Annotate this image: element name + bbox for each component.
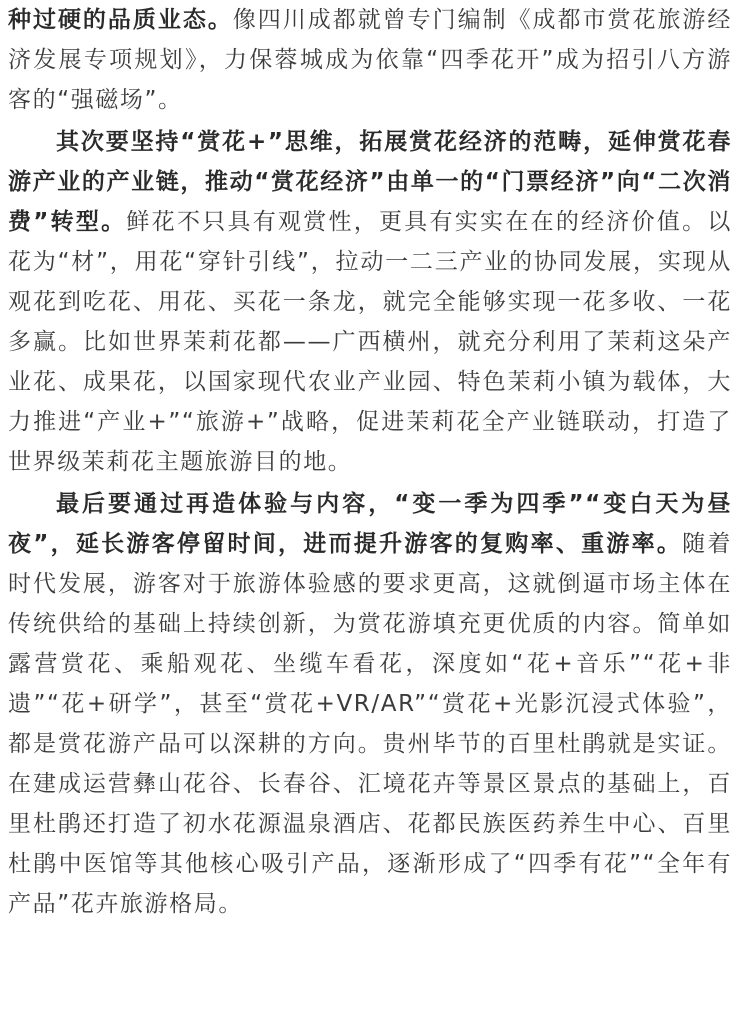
- paragraph-3-lead: 最后要通过再造体验与内容，“变一季为四季”“变白天为昼夜”，延长游客停留时间，进而提升游客的复购率、重游率。: [8, 491, 732, 557]
- paragraph-2: [8, 122, 732, 482]
- paragraph-3: [8, 484, 732, 924]
- article-body: [8, 0, 732, 924]
- paragraph-2-text: 鲜花不只具有观赏性，更具有实实在在的经济价值。以花为“材”，用花“穿针引线”，拉动一二三产业的协同发展，实现从观花到吃花、用花、买花一条龙，就完全能够实现一花多收、一花多赢。比如世界茉莉花都——广西横州，就充分利用了茉莉这朵产业花、成果花，以国家现代农业产业园、特色茉莉小镇为载体，大力推进“产业+”“旅游+”战略，促进茉莉花全产业链联动，打造了世界级茉莉花主题旅游目的地。: [8, 209, 732, 475]
- paragraph-1-lead: 种过硬的品质业态。: [8, 7, 233, 33]
- paragraph-2-lead: 其次要坚持“赏花+”思维，拓展赏花经济的范畴，延伸赏花春游产业的产业链，推动“赏花经济”由单一的“门票经济”向“二次消费”转型。: [8, 129, 732, 235]
- paragraph-3-text: 随着时代发展，游客对于旅游体验感的要求更高，这就倒逼市场主体在传统供给的基础上持续创新，为赏花游填充更优质的内容。简单如露营赏花、乘船观花、坐缆车看花，深度如“花+音乐”“花+非遗”“花+研学”，甚至“赏花+VR/AR”“赏花+光影沉浸式体验”，都是赏花游产品可以深耕的方向。贵州毕节的百里杜鹃就是实证。在建成运营彝山花谷、长春谷、汇境花卉等景区景点的基础上，百里杜鹃还打造了初水花源温泉酒店、花都民族医药养生中心、百里杜鹃中医馆等其他核心吸引产品，逐渐形成了“四季有花”“全年有产品”花卉旅游格局。: [8, 531, 732, 917]
- paragraph-1-text: 像四川成都就曾专门编制《成都市赏花旅游经济发展专项规划》，力保蓉城成为依靠“四季花开”成为招引八方游客的“强磁场”。: [8, 7, 733, 113]
- paragraph-1: [8, 0, 732, 120]
